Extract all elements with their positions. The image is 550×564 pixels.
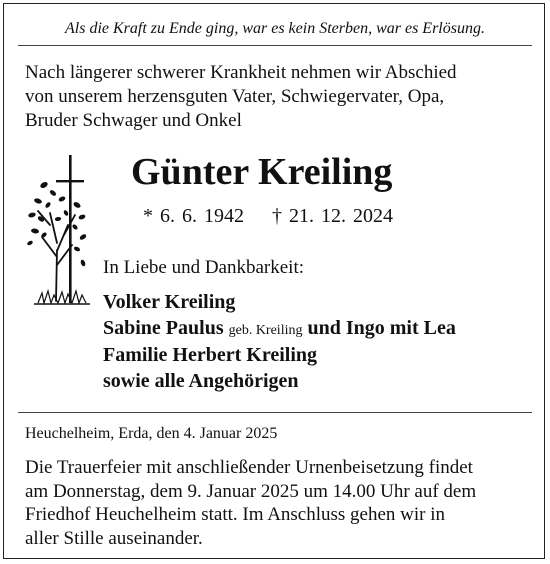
service-line: Friedhof Heuchelheim statt. Im Anschluss gehen wir in [25, 504, 446, 525]
family-member [103, 316, 456, 344]
maiden-name: geb. Kreiling [228, 322, 303, 338]
cross-tree-icon [20, 155, 104, 315]
birth-date: * 6. 6. 1942 [143, 205, 244, 227]
service-info [25, 456, 476, 550]
intro-line: von unserem herzensguten Vater, Schwiegervater, Opa, [25, 86, 445, 107]
top-divider [18, 45, 532, 46]
family-member: Volker Kreiling [103, 291, 236, 313]
service-line: Die Trauerfeier mit anschließender Urnenbeisetzung findet [25, 457, 473, 478]
intro-line: Bruder Schwager und Onkel [25, 110, 242, 131]
service-line: am Donnerstag, dem 9. Januar 2025 um 14.00 Uhr auf dem [25, 480, 477, 502]
family-member-partner: und Ingo mit Lea [307, 316, 456, 339]
deceased-name: Günter Kreiling [131, 151, 393, 193]
family-member-name: Sabine Paulus [103, 316, 224, 339]
bottom-divider [18, 412, 532, 413]
quote-text: Als die Kraft zu Ende ging, war es kein Sterben, war es Erlösung. [65, 20, 485, 37]
life-dates [143, 205, 393, 228]
place-date: Heuchelheim, Erda, den 4. Januar 2025 [25, 425, 278, 442]
intro-text [25, 61, 457, 133]
family-member: Familie Herbert Kreiling [103, 344, 318, 366]
family-member: sowie alle Angehörigen [103, 369, 299, 392]
service-line: aller Stille auseinander. [25, 527, 203, 549]
intro-line: Nach längerer schwerer Krankheit nehmen wir Abschied [25, 62, 457, 83]
family-list [103, 290, 456, 394]
death-date: † 21. 12. 2024 [272, 205, 393, 227]
thanks-line: In Liebe und Dankbarkeit: [103, 257, 305, 278]
